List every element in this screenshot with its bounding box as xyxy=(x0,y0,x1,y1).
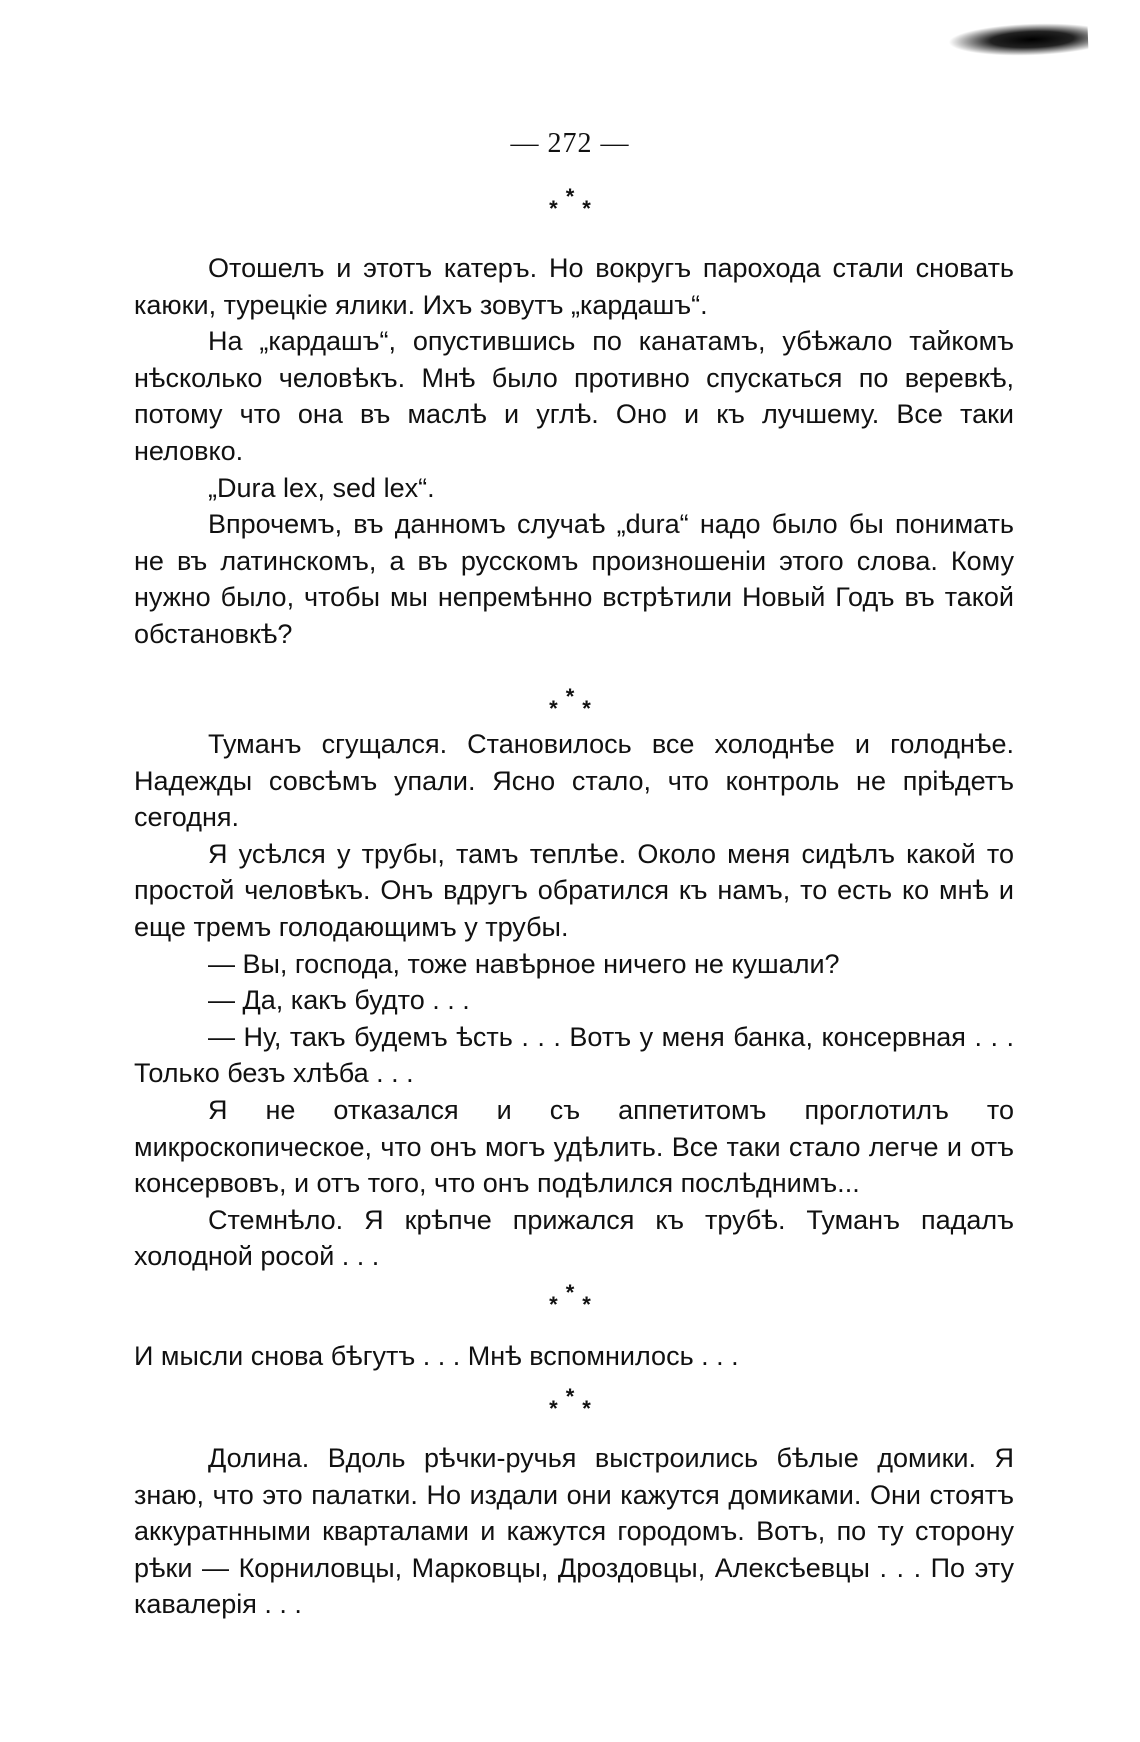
section-1 xyxy=(134,250,1014,653)
section-separator xyxy=(0,684,1140,721)
paragraph: Туманъ сгущался. Становилось все холоднѣе и голоднѣе. Надежды совсѣмъ упали. Ясно стало, что контроль не пріѣдетъ сегодня. xyxy=(134,729,1014,833)
asterisk: * xyxy=(582,1396,591,1421)
section-separator xyxy=(0,1280,1140,1317)
paragraph: На „кардашъ“, опустившись по канатамъ, убѣжало тайкомъ нѣсколько человѣкъ. Мнѣ было противно спускаться по веревкѣ, потому что она въ маслѣ и углѣ. Оно и къ лучшему. Все таки неловко. xyxy=(134,326,1014,466)
section-3 xyxy=(134,1338,1014,1375)
section-2 xyxy=(134,726,1014,1275)
asterisk: * xyxy=(549,196,558,221)
ink-blot-decoration xyxy=(947,22,1088,59)
dialogue-line: — Да, какъ будто . . . xyxy=(208,985,470,1016)
paragraph: Я не отказался и съ аппетитомъ проглотилъ то микроскопическое, что онъ могъ удѣлить. Все таки стало легче и отъ консервовъ, и отъ того, что онъ подѣлился послѣднимъ... xyxy=(134,1094,1014,1199)
paragraph: Я усѣлся у трубы, тамъ теплѣе. Около меня сидѣлъ какой то простой человѣкъ. Онъ вдругъ обратился къ намъ, то есть ко мнѣ и еще тремъ голодающимъ у трубы. xyxy=(134,838,1014,942)
dialogue-line: — Ну, такъ будемъ ѣсть . . . Вотъ у меня банка, консервная . . . Только безъ хлѣба . . . xyxy=(134,1021,1014,1089)
asterisk: * xyxy=(549,1396,558,1421)
asterisk: * xyxy=(582,196,591,221)
asterisk: * xyxy=(565,184,575,209)
paragraph: И мысли снова бѣгутъ . . . Мнѣ вспомнилось . . . xyxy=(134,1341,739,1371)
section-separator xyxy=(0,1384,1140,1421)
asterisk: * xyxy=(582,1292,591,1317)
paragraph: Отошелъ и этотъ катеръ. Но вокругъ парохода стали сновать каюки, турецкіе ялики. Ихъ зовутъ „кардашъ“. xyxy=(134,253,1014,320)
asterisk: * xyxy=(582,696,591,721)
asterisk: * xyxy=(549,696,558,721)
paragraph: „Dura lex, sed lex“. xyxy=(208,472,435,503)
asterisk: * xyxy=(565,1384,575,1409)
paragraph: Впрочемъ, въ данномъ случаѣ „dura“ надо было бы понимать не въ латинскомъ, а въ русскомъ произношеніи этого слова. Кому нужно было, чтобы мы непремѣнно встрѣтили Новый Годъ въ такой обстановкѣ? xyxy=(134,509,1014,649)
section-4 xyxy=(134,1440,1014,1623)
asterisk: * xyxy=(549,1292,558,1317)
page-number: — 272 — xyxy=(510,128,630,159)
paragraph: Стемнѣло. Я крѣпче прижался къ трубѣ. Туманъ падалъ холодной росой . . . xyxy=(134,1204,1014,1272)
asterisk: * xyxy=(565,684,575,709)
paragraph: Долина. Вдоль рѣчки-ручья выстроились бѣлые домики. Я знаю, что это палатки. Но издали они кажутся домиками. Они стоятъ аккуратнными кварталами и кажутся городомъ. Вотъ, по ту сторону рѣки — Корниловцы, Марковцы, Дроздовцы, Алексѣевцы . . . По эту кавалерія . . . xyxy=(134,1443,1014,1620)
dialogue-line: — Вы, господа, тоже навѣрное ничего не кушали? xyxy=(208,948,840,979)
section-separator xyxy=(0,184,1140,221)
asterisk: * xyxy=(565,1280,575,1305)
